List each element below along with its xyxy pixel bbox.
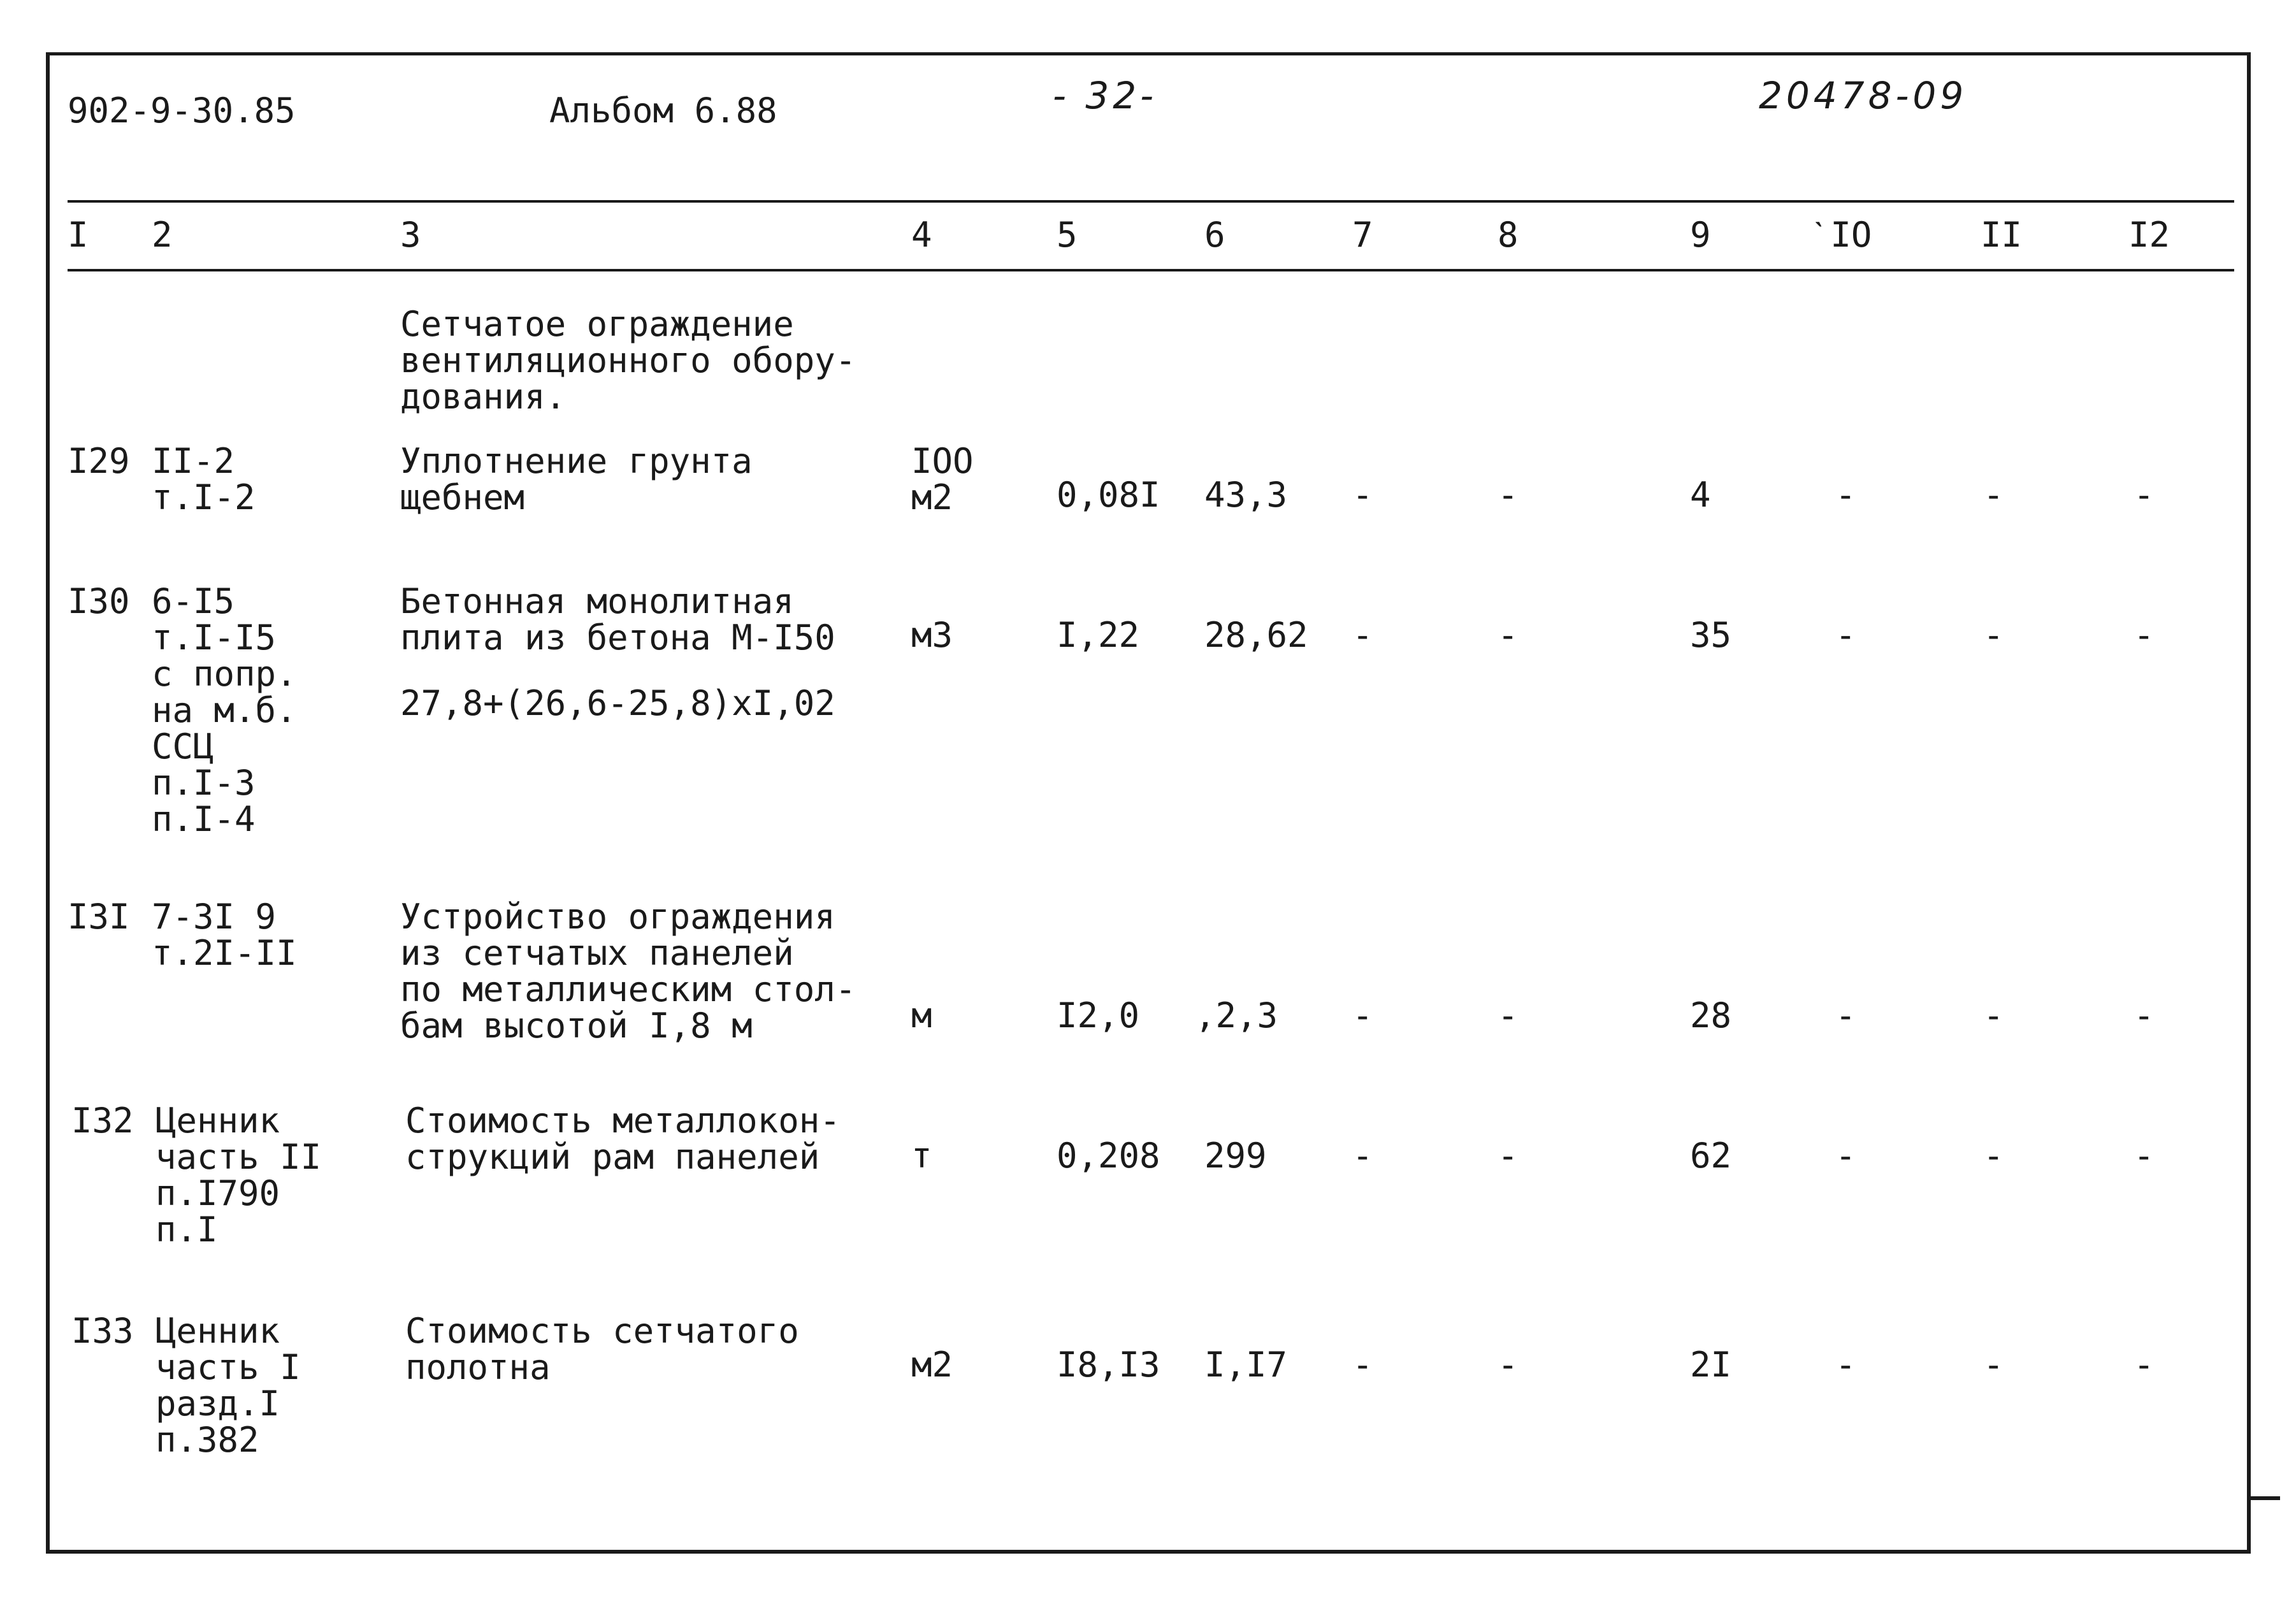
header-rule-top xyxy=(68,200,2234,203)
row-col7: - xyxy=(1352,615,1373,655)
row-number: I30 xyxy=(68,581,130,621)
row-number: I33 xyxy=(71,1311,134,1351)
row-number: I32 xyxy=(71,1101,134,1141)
column-number: 8 xyxy=(1498,215,1519,255)
column-number: 3 xyxy=(400,215,421,255)
row-unit: IOO м2 xyxy=(911,441,974,517)
row-total: 28 xyxy=(1690,995,1732,1036)
row-reference: Ценник часть I разд.I п.382 xyxy=(155,1311,301,1460)
row-unit: м xyxy=(911,995,932,1036)
row-unit: м2 xyxy=(911,1345,953,1385)
row-unit-price: I,I7 xyxy=(1204,1345,1288,1385)
row-col12: - xyxy=(2134,995,2155,1036)
column-number: 2 xyxy=(152,215,173,255)
row-reference: Ценник часть II п.I790 п.I xyxy=(155,1101,322,1250)
row-total: 62 xyxy=(1690,1136,1732,1176)
row-total: 35 xyxy=(1690,615,1732,655)
inventory-number: 20478-09 xyxy=(1759,74,1968,117)
row-reference: II-2 т.I-2 xyxy=(152,441,256,517)
row-col12: - xyxy=(2134,615,2155,655)
row-number: I29 xyxy=(68,441,130,481)
row-col12: - xyxy=(2134,475,2155,515)
row-col12: - xyxy=(2134,1136,2155,1176)
row-unit-price: 43,3 xyxy=(1204,475,1288,515)
row-description: Стоимость сетчатого полотна xyxy=(405,1311,799,1387)
column-number: 4 xyxy=(911,215,932,255)
row-col7: - xyxy=(1352,1136,1373,1176)
row-total: 4 xyxy=(1690,475,1711,515)
row-col8: - xyxy=(1498,1136,1519,1176)
row-unit: м3 xyxy=(911,615,953,655)
column-number: ˋIO xyxy=(1810,215,1872,255)
row-quantity: I2,0 xyxy=(1057,995,1140,1036)
section-title: Сетчатое ограждение вентиляционного обору- дования. xyxy=(400,304,856,417)
row-col7: - xyxy=(1352,475,1373,515)
frame-tick-mark xyxy=(2249,1496,2280,1500)
row-col7: - xyxy=(1352,995,1373,1036)
document-code: 902-9-30.85 xyxy=(68,90,296,131)
row-quantity: I,22 xyxy=(1057,615,1140,655)
column-number: 7 xyxy=(1352,215,1373,255)
row-unit-price: 299 xyxy=(1204,1136,1267,1176)
column-number: 5 xyxy=(1057,215,1078,255)
row-formula: 27,8+(26,6-25,8)xI,02 xyxy=(400,683,835,723)
row-col11: - xyxy=(1983,475,2004,515)
row-description: Уплотнение грунта щебнем xyxy=(400,441,753,517)
page-frame xyxy=(46,52,2251,1554)
row-quantity: 0,08I xyxy=(1057,475,1160,515)
row-description: Стоимость металлокон- струкций рам панелей xyxy=(405,1101,841,1177)
row-col8: - xyxy=(1498,995,1519,1036)
row-unit-price: 28,62 xyxy=(1204,615,1308,655)
column-number: II xyxy=(1981,215,2023,255)
row-col8: - xyxy=(1498,475,1519,515)
row-col10: - xyxy=(1835,475,1856,515)
row-col11: - xyxy=(1983,995,2004,1036)
column-number: I2 xyxy=(2128,215,2170,255)
row-unit-price: ,2,3 xyxy=(1195,995,1278,1036)
row-col11: - xyxy=(1983,615,2004,655)
header-rule-bottom xyxy=(68,269,2234,271)
row-col10: - xyxy=(1835,615,1856,655)
row-unit: т xyxy=(911,1136,932,1176)
row-col10: - xyxy=(1835,1136,1856,1176)
row-col12: - xyxy=(2134,1345,2155,1385)
row-col10: - xyxy=(1835,995,1856,1036)
row-col8: - xyxy=(1498,615,1519,655)
row-reference: 6-I5 т.I-I5 с попр. на м.б. ССЦ п.I-3 п.I-4 xyxy=(152,581,297,839)
row-total: 2I xyxy=(1690,1345,1732,1385)
row-col10: - xyxy=(1835,1345,1856,1385)
column-number: I xyxy=(68,215,89,255)
album-label: Альбом 6.88 xyxy=(549,90,777,131)
row-quantity: I8,I3 xyxy=(1057,1345,1160,1385)
row-number: I3I xyxy=(68,897,130,937)
row-col11: - xyxy=(1983,1136,2004,1176)
row-col11: - xyxy=(1983,1345,2004,1385)
column-number: 6 xyxy=(1204,215,1225,255)
row-col7: - xyxy=(1352,1345,1373,1385)
row-description: Бетонная монолитная плита из бетона М-I50 xyxy=(400,581,835,658)
row-description: Устройство ограждения из сетчатых панелей по металлическим стол- бам высотой I,8 м xyxy=(400,897,856,1046)
column-number: 9 xyxy=(1690,215,1711,255)
row-reference: 7-3I 9 т.2I-II xyxy=(152,897,297,973)
page-number: - 32- xyxy=(1053,74,1158,117)
row-quantity: 0,208 xyxy=(1057,1136,1160,1176)
row-col8: - xyxy=(1498,1345,1519,1385)
